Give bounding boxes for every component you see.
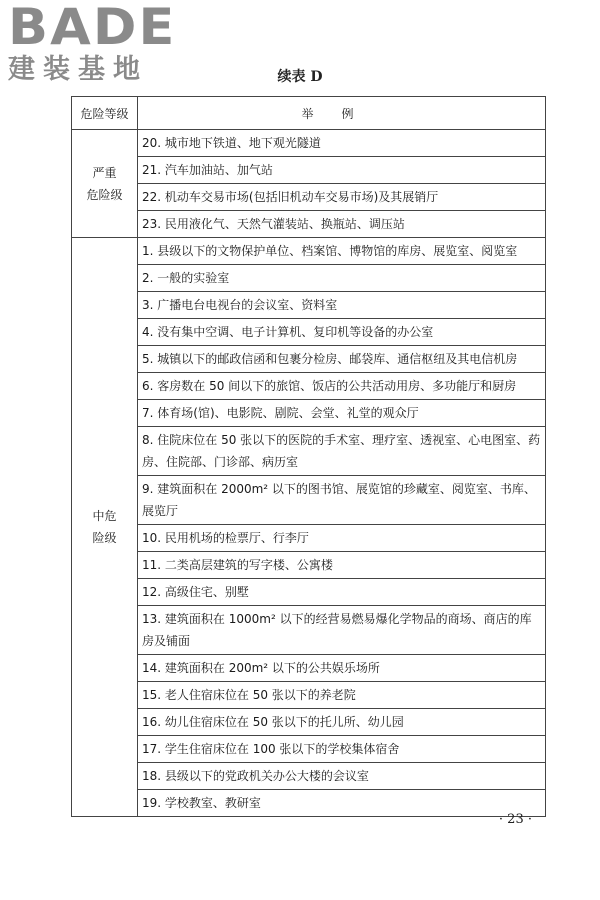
table-row (72, 709, 546, 736)
example-cell: 12. 高级住宅、别墅 (138, 579, 546, 606)
header-hazard-level: 危险等级 (72, 97, 138, 130)
table-row (72, 346, 546, 373)
table-row (72, 552, 546, 579)
table-row (72, 476, 546, 525)
logo-brand-text: BADE (8, 0, 177, 56)
table-row (72, 655, 546, 682)
table-row (72, 292, 546, 319)
example-cell: 3. 广播电台电视台的会议室、资料室 (138, 292, 546, 319)
table-title: 续表 D (277, 69, 323, 85)
hazard-level-cell (72, 130, 138, 238)
table-row (72, 736, 546, 763)
table-row (72, 373, 546, 400)
table-row (72, 319, 546, 346)
table-header-row (72, 97, 546, 130)
logo-subtitle-text: 建装基地 (8, 54, 148, 85)
example-cell: 8. 住院床位在 50 张以下的医院的手术室、理疗室、透视室、心电图室、药房、住院部、门诊部、病历室 (138, 427, 546, 476)
example-cell: 1. 县级以下的文物保护单位、档案馆、博物馆的库房、展览室、阅览室 (138, 238, 546, 265)
example-cell: 10. 民用机场的检票厅、行李厅 (138, 525, 546, 552)
table-row (72, 184, 546, 211)
example-cell: 13. 建筑面积在 1000m² 以下的经营易燃易爆化学物品的商场、商店的库房及铺面 (138, 606, 546, 655)
table-row (72, 525, 546, 552)
example-cell: 15. 老人住宿床位在 50 张以下的养老院 (138, 682, 546, 709)
table-row (72, 790, 546, 817)
table-row (72, 157, 546, 184)
hazard-level-line: 险级 (92, 531, 117, 545)
example-cell: 21. 汽车加油站、加气站 (138, 157, 546, 184)
example-cell: 18. 县级以下的党政机关办公大楼的会议室 (138, 763, 546, 790)
table-row (72, 400, 546, 427)
example-cell: 20. 城市地下铁道、地下观光隧道 (138, 130, 546, 157)
example-cell: 23. 民用液化气、天然气灌装站、换瓶站、调压站 (138, 211, 546, 238)
example-cell: 19. 学校教室、教研室 (138, 790, 546, 817)
hazard-level-line: 严重 (92, 165, 117, 180)
table-row (72, 427, 546, 476)
table-row (72, 579, 546, 606)
table-row (72, 682, 546, 709)
hazard-level-cell (72, 238, 138, 817)
table-row (72, 238, 546, 265)
example-cell: 5. 城镇以下的邮政信函和包裹分检房、邮袋库、通信枢纽及其电信机房 (138, 346, 546, 373)
example-cell: 7. 体育场(馆)、电影院、剧院、会堂、礼堂的观众厅 (138, 400, 546, 427)
table-row (72, 211, 546, 238)
example-cell: 4. 没有集中空调、电子计算机、复印机等设备的办公室 (138, 319, 546, 346)
example-cell: 11. 二类高层建筑的写字楼、公寓楼 (138, 552, 546, 579)
example-cell: 9. 建筑面积在 2000m² 以下的图书馆、展览馆的珍藏室、阅览室、书库、展览厅 (138, 476, 546, 525)
hazard-level-line: 中危 (92, 509, 117, 523)
table-body (72, 130, 546, 817)
example-cell: 17. 学生住宿床位在 100 张以下的学校集体宿舍 (138, 736, 546, 763)
example-cell: 22. 机动车交易市场(包括旧机动车交易市场)及其展销厅 (138, 184, 546, 211)
table-row (72, 763, 546, 790)
hazard-level-line: 危险级 (86, 187, 123, 202)
example-cell: 2. 一般的实验室 (138, 265, 546, 292)
table-row (72, 265, 546, 292)
example-cell: 6. 客房数在 50 间以下的旅馆、饭店的公共活动用房、多功能厅和厨房 (138, 373, 546, 400)
example-cell: 14. 建筑面积在 200m² 以下的公共娱乐场所 (138, 655, 546, 682)
example-cell: 16. 幼儿住宿床位在 50 张以下的托儿所、幼儿园 (138, 709, 546, 736)
page-number: · 23 · (498, 812, 532, 827)
table-row (72, 130, 546, 157)
table-row (72, 606, 546, 655)
hazard-level-table (71, 96, 546, 817)
header-examples: 举例 (138, 97, 546, 130)
